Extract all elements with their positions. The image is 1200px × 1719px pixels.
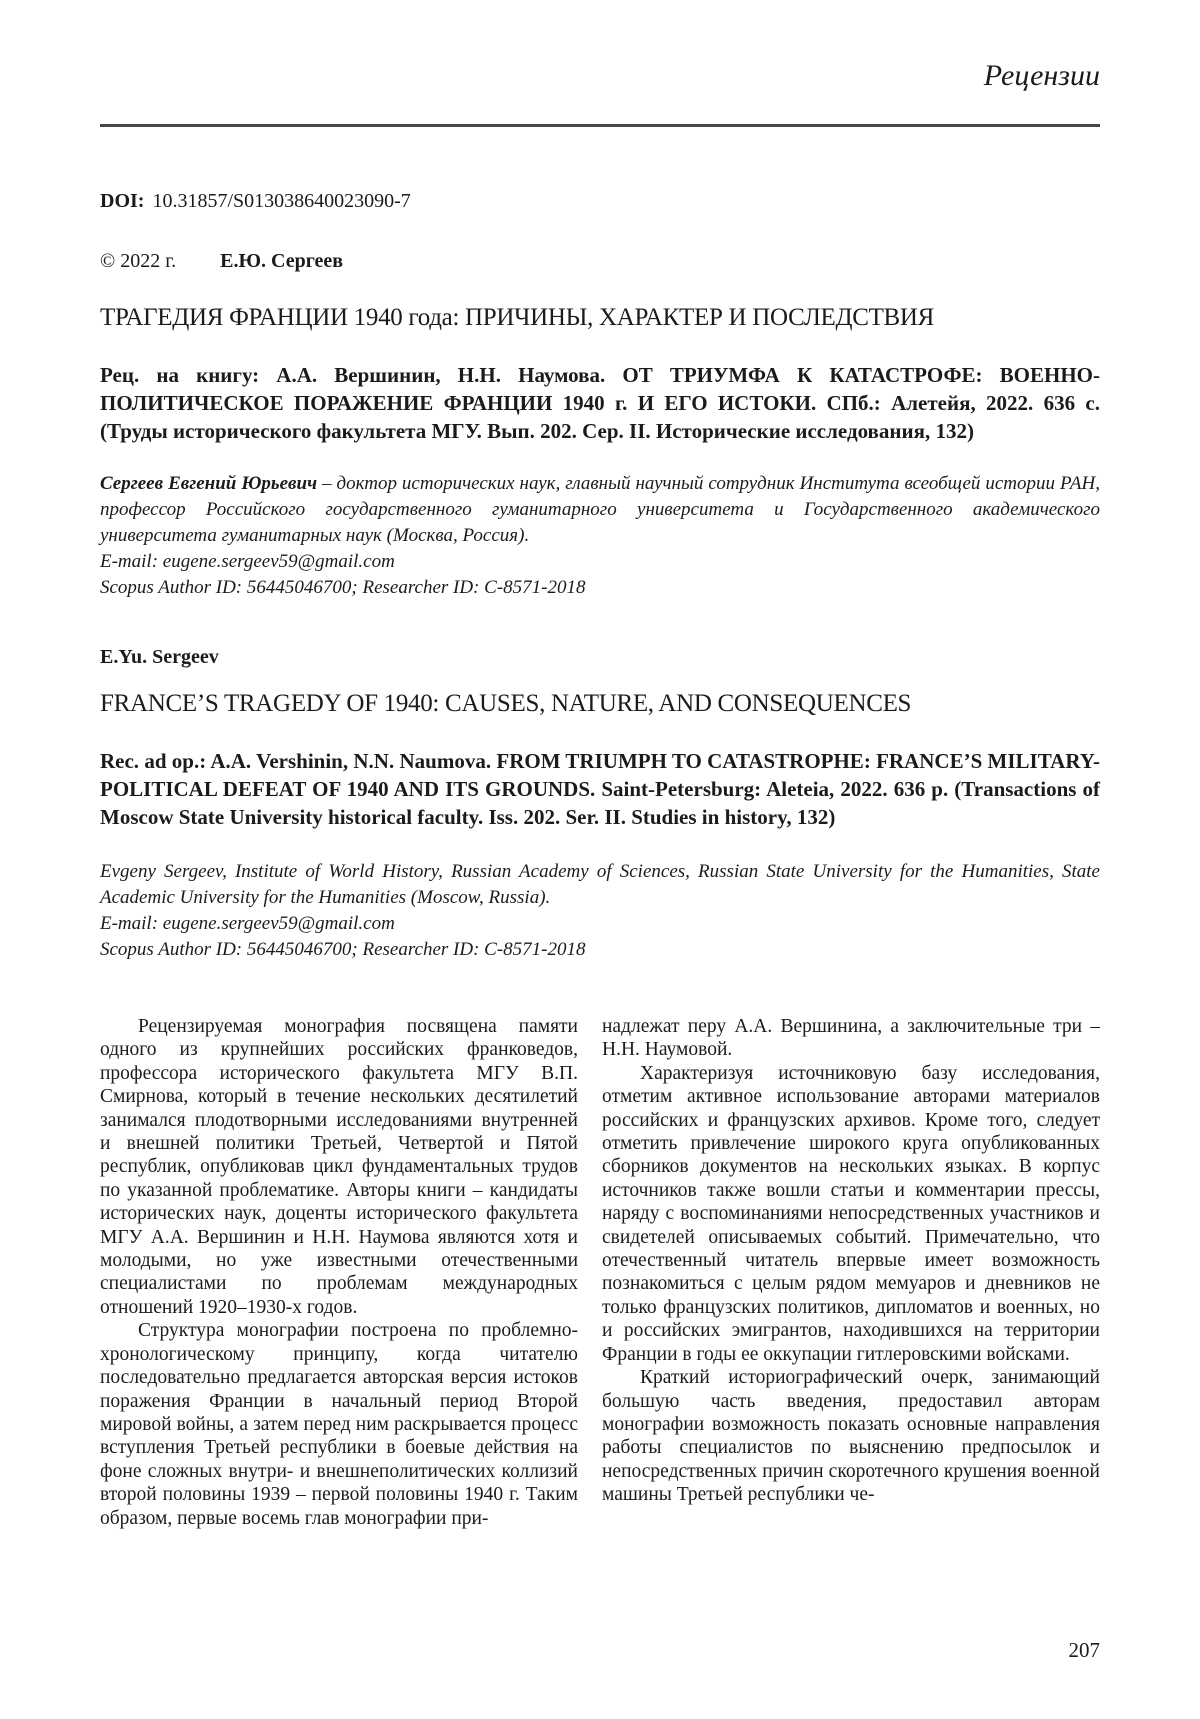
doi-label: DOI: <box>100 190 145 212</box>
body-paragraph-continuation: надлежат перу А.А. Вершинина, а заключительные три – Н.Н. Наумовой. <box>602 1016 1100 1061</box>
author-affiliation-ru <box>100 471 1100 601</box>
doi-value: 10.31857/S013038640023090-7 <box>152 190 411 212</box>
left-column <box>100 1015 578 1530</box>
body-text <box>100 1015 1100 1530</box>
affiliation-details-ru: – доктор исторических наук, главный научный сотрудник Института всеобщей истории РАН, профессор Российского государственного гуманитарного университета и Государственного академического университета гуманитарных наук (Москва, Россия). <box>100 473 1100 546</box>
body-paragraph: Рецензируемая монография посвящена памяти одного из крупнейших российских франковедов, профессора исторического факультета МГУ В.П. Смирнова, который в течение нескольких десятилетий занимался плодотворными исследованиями внутренней и внешней политики Третьей, Четвертой и Пятой республик, опубликовав цикл фундаментальных трудов по указанной проблематике. Авторы книги – кандидаты исторических наук, доценты исторического факультета МГУ А.А. Вершинин и Н.Н. Наумова являются хотя и молодыми, но уже известными отечественными специалистами по проблемам международных отношений 1920–1930-х годов. <box>100 1016 578 1318</box>
article-title-ru: ТРАГЕДИЯ ФРАНЦИИ 1940 года: ПРИЧИНЫ, ХАРАКТЕР И ПОСЛЕДСТВИЯ <box>100 304 935 331</box>
doi-line <box>100 189 1100 213</box>
author-name-ru: Е.Ю. Сергеев <box>220 250 344 272</box>
page-number: 207 <box>1068 1638 1100 1662</box>
book-citation-en: Rec. ad op.: A.A. Vershinin, N.N. Naumova. FROM TRIUMPH TO CATASTROPHE: FRANCE’S MILITARY-POLITICAL DEFEAT OF 1940 AND ITS GROUNDS. Saint-Petersburg: Aleteia, 2022. 636 p. (Transactions of Moscow State University historical faculty. Iss. 202. Ser. II. Studies in history, 132) <box>100 749 1100 829</box>
article-title-en: FRANCE’S TRAGEDY OF 1940: CAUSES, NATURE, AND CONSEQUENCES <box>100 690 912 717</box>
author-fullname-ru: Сергеев Евгений Юрьевич <box>100 473 318 494</box>
author-affiliation-en <box>100 859 1100 963</box>
running-head: Рецензии <box>983 59 1100 92</box>
scopus-researcher-ids-en: Scopus Author ID: 56445046700; Researcher ID: C-8571-2018 <box>100 939 586 960</box>
affiliation-text-ru <box>100 471 1100 549</box>
right-column <box>602 1015 1100 1530</box>
copyright-year: © 2022 г. <box>100 250 177 272</box>
header-rule <box>100 124 1100 127</box>
email-line-en: E-mail: eugene.sergeev59@gmail.com <box>100 913 395 934</box>
body-paragraph: Структура монографии построена по проблемно-хронологическому принципу, когда читателю последовательно предлагается авторская версия истоков поражения Франции в начальный период Второй мировой войны, а затем перед ним раскрывается процесс вступления Третьей республики в боевые действия на фоне сложных внутри- и внешнеполитических коллизий второй половины 1939 – первой половины 1940 г. Таким образом, первые восемь глав монографии при- <box>100 1320 578 1529</box>
body-paragraph: Краткий историографический очерк, занимающий большую часть введения, предоставил авторам монографии возможность показать основные направления работы специалистов по выяснению предпосылок и непосредственных причин скоротечного крушения военной машины Третьей республики че- <box>602 1367 1100 1506</box>
book-citation-ru: Рец. на книгу: А.А. Вершинин, Н.Н. Наумова. ОТ ТРИУМФА К КАТАСТРОФЕ: ВОЕННО-ПОЛИТИЧЕСКОЕ ПОРАЖЕНИЕ ФРАНЦИИ 1940 г. И ЕГО ИСТОКИ. СПб.: Алетейя, 2022. 636 с. (Труды исторического факультета МГУ. Вып. 202. Сер. II. Исторические исследования, 132) <box>100 363 1100 443</box>
copyright-line <box>100 249 1100 273</box>
email-line-ru: E-mail: eugene.sergeev59@gmail.com <box>100 551 395 572</box>
body-paragraph: Характеризуя источниковую базу исследования, отметим активное использование авторами материалов российских и французских архивов. Кроме того, следует отметить привлечение широкого круга опубликованных сборников документов на нескольких языках. В корпус источников также вошли статьи и комментарии прессы, наряду с воспоминаниями непосредственных участников и свидетелей описываемых событий. Примечательно, что отечественный читатель впервые имеет возможность познакомиться с целым рядом мемуаров и дневников не только французских политиков, дипломатов и военных, но и российских эмигрантов, находившихся на территории Франции в годы ее оккупации гитлеровскими войсками. <box>602 1062 1100 1365</box>
affiliation-text-en: Evgeny Sergeev, Institute of World History, Russian Academy of Sciences, Russian State University for the Humanities, State Academic University for the Humanities (Moscow, Russia). <box>100 861 1100 908</box>
author-name-en: E.Yu. Sergeev <box>100 646 219 668</box>
scopus-researcher-ids-ru: Scopus Author ID: 56445046700; Researcher ID: C-8571-2018 <box>100 577 586 598</box>
